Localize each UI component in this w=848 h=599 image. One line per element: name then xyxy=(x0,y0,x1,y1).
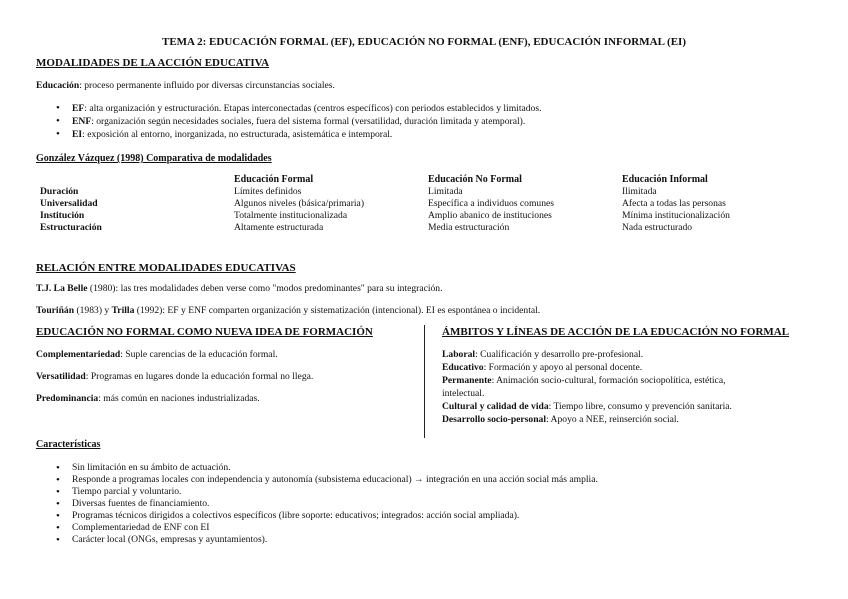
list-item xyxy=(442,413,732,426)
bullet-text: : organización según necesidades sociales, fuera del sistema formal (versatilidad, duración limitada y atemporal). xyxy=(91,116,526,127)
list-item: • Responde a programas locales con independencia y autonomía (subsistema educacional) → integración en una acción social más amplia. xyxy=(36,474,598,486)
caracteristicas-heading: Características xyxy=(36,439,101,450)
table-header-cell: Educación No Formal xyxy=(428,174,522,185)
caracteristicas-list xyxy=(36,462,598,546)
table-cell: Nada estructurado xyxy=(622,222,693,233)
table-cell: Ilimitada xyxy=(622,186,657,197)
author-name: T.J. La Belle xyxy=(36,283,88,294)
item-text: : Programas en lugares donde la educación formal no llega. xyxy=(85,371,314,382)
item-text: : Formación y apoyo al personal docente. xyxy=(483,362,643,373)
paragraph-text: (1983) y xyxy=(74,305,112,316)
item-term: Complementariedad xyxy=(36,349,121,360)
table-header-cell xyxy=(36,174,230,186)
item-text: : más común en naciones industrializadas. xyxy=(98,393,260,404)
item-term: Desarrollo socio-personal xyxy=(442,414,547,425)
item-text: : Cualificación y desarrollo pre-profesional. xyxy=(475,349,644,360)
enf-idea-item xyxy=(36,370,313,383)
bullet-term: EI xyxy=(72,129,83,140)
table-row xyxy=(36,186,730,198)
bullet-term: ENF xyxy=(72,116,92,127)
item-text: intelectual. xyxy=(442,388,485,399)
relacion-paragraph-2 xyxy=(36,304,540,317)
table-cell: Altamente estructurada xyxy=(234,222,324,233)
list-item xyxy=(442,400,732,413)
table-header-cell: Educación Informal xyxy=(622,174,708,185)
item-text: : Apoyo a NEE, reinserción social. xyxy=(546,414,679,425)
definition-term: Educación xyxy=(36,80,80,91)
item-term: Cultural y calidad de vida xyxy=(442,401,549,412)
comparativa-table xyxy=(36,174,730,234)
ambitos-list xyxy=(442,348,732,426)
item-term: Permanente xyxy=(442,375,492,386)
list-item: • Sin limitación en su ámbito de actuación. xyxy=(36,462,598,474)
enf-idea-item xyxy=(36,392,260,405)
table-cell: Media estructuración xyxy=(428,222,510,233)
table-header-row xyxy=(36,174,730,186)
table-cell: Amplio abanico de instituciones xyxy=(428,210,552,221)
list-item: • Carácter local (ONGs, empresas y ayuntamientos). xyxy=(36,534,598,546)
item-term: Laboral xyxy=(442,349,476,360)
list-item xyxy=(442,374,732,387)
table-cell: Mínima institucionalización xyxy=(622,210,730,221)
item-term: Predominancia xyxy=(36,393,99,404)
table-row xyxy=(36,198,730,210)
table-cell: Limitada xyxy=(428,186,463,197)
table-cell: Algunos niveles (básica/primaria) xyxy=(234,198,365,209)
enf-idea-item xyxy=(36,348,278,361)
table-cell: Límites definidos xyxy=(234,186,302,197)
list-item xyxy=(442,348,732,361)
educacion-definition xyxy=(36,79,335,92)
list-item xyxy=(442,387,732,400)
list-item: • Complementariedad de ENF con EI xyxy=(36,522,598,534)
column-divider xyxy=(424,325,425,438)
list-item xyxy=(36,128,542,141)
table-cell: Afecta a todas las personas xyxy=(622,198,726,209)
list-item: • Programas técnicos dirigidos a colectivos específicos (libre soporte: educativos; integrados: acción social ampliada). xyxy=(36,510,598,522)
row-label: Institución xyxy=(40,210,85,221)
row-label: Estructuración xyxy=(40,222,102,233)
row-label: Duración xyxy=(40,186,79,197)
list-item xyxy=(442,361,732,374)
relacion-heading: RELACIÓN ENTRE MODALIDADES EDUCATIVAS xyxy=(36,262,296,274)
document-title: TEMA 2: EDUCACIÓN FORMAL (EF), EDUCACIÓN NO FORMAL (ENF), EDUCACIÓN INFORMAL (EI) xyxy=(161,36,687,48)
modalidades-heading: MODALIDADES DE LA ACCIÓN EDUCATIVA xyxy=(36,57,270,69)
table-row xyxy=(36,222,730,234)
item-term: Versatilidad xyxy=(36,371,86,382)
list-item xyxy=(36,102,542,115)
paragraph-text: (1992): EF y ENF comparten organización y sistematización (intencional). EI es espontánea o incidental. xyxy=(134,305,541,316)
enf-idea-heading: EDUCACIÓN NO FORMAL COMO NUEVA IDEA DE FORMACIÓN xyxy=(36,326,373,338)
table-cell: Específica a individuos comunes xyxy=(428,198,555,209)
author-name: Touriñán xyxy=(36,305,75,316)
row-label: Universalidad xyxy=(40,198,98,209)
bullet-text: : exposición al entorno, inorganizada, no estructurada, asistemática e intemporal. xyxy=(82,129,393,140)
paragraph-text: (1980): las tres modalidades deben verse como "modos predominantes" para su integración. xyxy=(87,283,443,294)
ambitos-heading: ÁMBITOS Y LÍNEAS DE ACCIÓN DE LA EDUCACIÓN NO FORMAL xyxy=(442,326,790,338)
modalidades-bullet-list xyxy=(36,102,542,141)
item-text: : Tiempo libre, consumo y prevención sanitaria. xyxy=(548,401,732,412)
comparativa-heading: González Vázquez (1998) Comparativa de modalidades xyxy=(36,153,272,164)
bullet-text: : alta organización y estructuración. Etapas interconectadas (centros específicos) con periodos establecidos y limitados. xyxy=(84,103,542,114)
table-cell: Totalmente institucionalizada xyxy=(234,210,348,221)
list-item: • Diversas fuentes de financiamiento. xyxy=(36,498,598,510)
item-term: Educativo xyxy=(442,362,484,373)
table-header-cell: Educación Formal xyxy=(234,174,314,185)
author-name: Trilla xyxy=(111,305,135,316)
list-item xyxy=(36,115,542,128)
relacion-paragraph-1 xyxy=(36,282,443,295)
table-row xyxy=(36,210,730,222)
list-item: • Tiempo parcial y voluntario. xyxy=(36,486,598,498)
definition-text: : proceso permanente influido por diversas circunstancias sociales. xyxy=(79,80,335,91)
item-text: : Animación socio-cultural, formación sociopolítica, estética, xyxy=(491,375,726,386)
item-text: : Suple carencias de la educación formal. xyxy=(120,349,278,360)
bullet-term: EF xyxy=(72,103,85,114)
